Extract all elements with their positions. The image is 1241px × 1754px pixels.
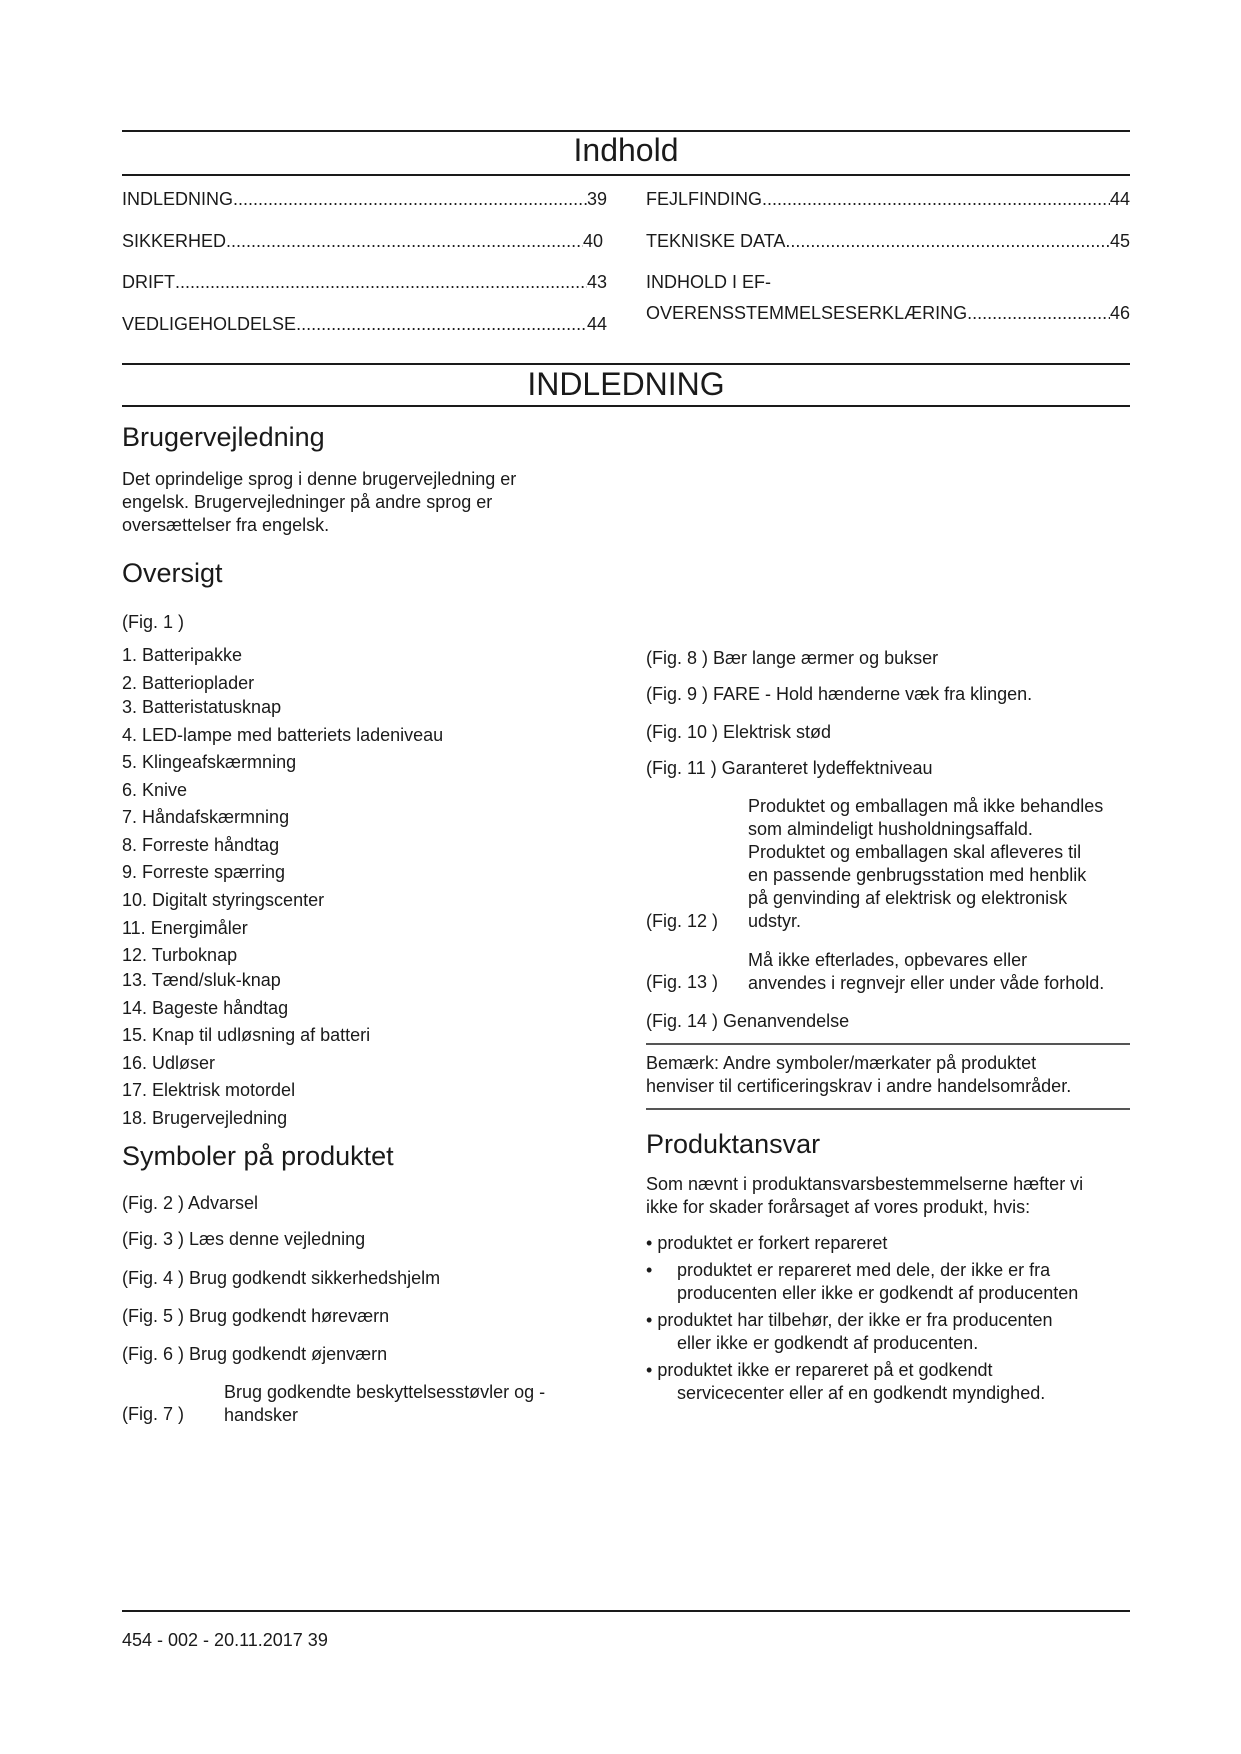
symbol-fig-13-text: Må ikke efterlades, opbevares eller anvendes i regnvejr eller under våde forhold. [748, 950, 1105, 993]
bullet-icon: • [646, 1233, 653, 1253]
toc-entry-vedligeholdelse[interactable]: VEDLIGEHOLDELSE ..... 44 [122, 314, 607, 335]
symbol-fig-4: (Fig. 4 ) Brug godkendt sikkerhedshjelm [122, 1268, 441, 1288]
symbol-fig-12-label: (Fig. 12 ) [646, 911, 719, 931]
list-item: • produktet ikke er repareret på et godkendt servicecenter eller af en godkendt myndighed. [646, 1360, 1046, 1403]
toc-entry-indledning[interactable]: INDLEDNING ..... 39 [122, 189, 607, 210]
list-item: 1. Batteripakke [122, 645, 243, 665]
section-title: INDLEDNING [527, 366, 725, 402]
heading-oversigt: Oversigt [122, 558, 223, 588]
toc-entry-fejlfinding[interactable]: FEJLFINDING ..... 44 [646, 189, 1130, 210]
symbol-fig-14: (Fig. 14 ) Genanvendelse [646, 1011, 850, 1031]
toc-entry-drift[interactable]: DRIFT ..... 43 [122, 272, 607, 293]
list-item: 4. LED-lampe med batteriets ladeniveau [122, 725, 444, 745]
symbol-fig-5: (Fig. 5 ) Brug godkendt høreværn [122, 1306, 390, 1326]
list-item: 17. Elektrisk motordel [122, 1080, 296, 1100]
list-item: • produktet har tilbehør, der ikke er fra producenten eller ikke er godkendt af producenten. [646, 1310, 1053, 1353]
bullet-icon: • [646, 1260, 653, 1280]
symbol-fig-10: (Fig. 10 ) Elektrisk stød [646, 722, 832, 742]
liability-intro: Som nævnt i produktansvarsbestemmelserne hæfter vi ikke for skader forårsaget af vores produkt, hvis: [646, 1174, 1084, 1217]
overview-fig-label: (Fig. 1 ) [122, 612, 185, 632]
list-item: 11. Energimåler [122, 918, 248, 938]
symbol-fig-13-label: (Fig. 13 ) [646, 972, 719, 992]
note-bottom-rule [646, 1108, 1130, 1110]
symbol-fig-3: (Fig. 3 ) Læs denne vejledning [122, 1229, 366, 1249]
symbol-fig-7-text: Brug godkendte beskyttelsesstøvler og - handsker [224, 1382, 546, 1425]
list-item: 9. Forreste spærring [122, 862, 286, 882]
symbol-fig-6: (Fig. 6 ) Brug godkendt øjenværn [122, 1344, 388, 1364]
footer-rule [122, 1610, 1130, 1612]
toc-entry-tekniske-data[interactable]: TEKNISKE DATA ..... 45 [646, 231, 1130, 252]
list-item: 18. Brugervejledning [122, 1108, 288, 1128]
heading-brugervejledning: Brugervejledning [122, 422, 325, 452]
bullet-icon: • [646, 1360, 653, 1380]
symbol-fig-2: (Fig. 2 ) Advarsel [122, 1193, 259, 1213]
section-bottom-rule [122, 405, 1130, 407]
toc-bottom-rule [122, 174, 1130, 176]
symbol-fig-12-text: Produktet og emballagen må ikke behandles som almindeligt husholdningsaffald. Produktet og emballagen skal afleveres til en passende genbrugsstation med henblik på genvinding af elektrisk og elektronisk udstyr. [748, 796, 1104, 931]
list-item: 14. Bageste håndtag [122, 998, 289, 1018]
list-item: • produktet er repareret med dele, der ikke er fra producenten eller ikke er godkendt af producenten [646, 1260, 1079, 1303]
list-item: 15. Knap til udløsning af batteri [122, 1025, 371, 1045]
toc-title: Indhold [573, 132, 679, 168]
note-top-rule [646, 1043, 1130, 1045]
symbol-fig-7-label: (Fig. 7 ) [122, 1404, 185, 1424]
list-item: 13. Tænd/sluk-knap [122, 970, 281, 990]
list-item: 7. Håndafskærmning [122, 807, 290, 827]
symbol-fig-8: (Fig. 8 ) Bær lange ærmer og bukser [646, 648, 939, 668]
section-top-rule [122, 363, 1130, 365]
list-item: 8. Forreste håndtag [122, 835, 280, 855]
list-item: 3. Batteristatusknap [122, 697, 282, 717]
footer-text: 454 - 002 - 20.11.2017 39 [122, 1630, 328, 1650]
toc-entry-sikkerhed[interactable]: SIKKERHED ..... 40 [122, 231, 603, 252]
toc-entry-ef-line1[interactable]: INDHOLD I EF- [646, 272, 772, 292]
symbol-fig-9: (Fig. 9 ) FARE - Hold hænderne væk fra klingen. [646, 684, 1033, 704]
bullet-icon: • [646, 1310, 653, 1330]
note-label: Bemærk: [646, 1053, 720, 1073]
heading-symboler: Symboler på produktet [122, 1141, 394, 1171]
list-item: 12. Turboknap [122, 945, 238, 965]
list-item: 2. Batterioplader [122, 673, 255, 693]
list-item: 6. Knive [122, 780, 188, 800]
list-item: 10. Digitalt styringscenter [122, 890, 325, 910]
heading-produktansvar: Produktansvar [646, 1129, 821, 1159]
list-item: 16. Udløser [122, 1053, 216, 1073]
user-manual-text: Det oprindelige sprog i denne brugervejledning er engelsk. Brugervejledninger på andre sprog er oversættelser fra engelsk. [122, 469, 517, 535]
list-item: 5. Klingeafskærmning [122, 752, 297, 772]
toc-entry-ef-overensstemmelse[interactable]: OVERENSSTEMMELSESERKLÆRING ..... 46 [646, 303, 1130, 324]
symbol-fig-11: (Fig. 11 ) Garanteret lydeffektniveau [646, 758, 933, 778]
list-item: • produktet er forkert repareret [646, 1233, 888, 1253]
note-box: Bemærk: Andre symboler/mærkater på produktet henviser til certificeringskrav i andre handelsområder. [646, 1053, 1072, 1096]
